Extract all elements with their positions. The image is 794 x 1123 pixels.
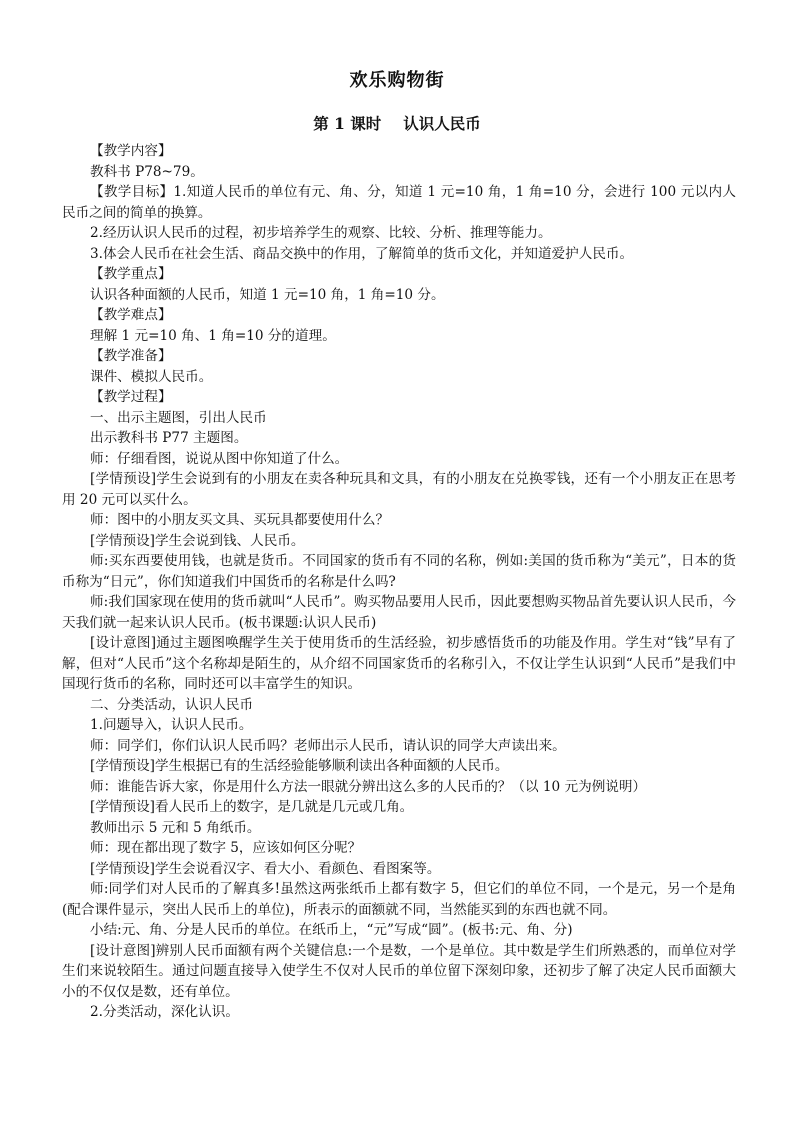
paragraph: 出示教科书 P77 主题图。 [90,430,248,446]
paragraph: 师:买东西要使用钱，也就是货币。不同国家的货币有不同的名称，例如:美国的货币称为“美元”，日本的货币称为“日元”，你们知道我们中国货币的名称是什么吗? [62,553,736,590]
paragraph: 3.体会人民币在社会生活、商品交换中的作用，了解简单的货币文化，并知道爱护人民币。 [90,245,634,262]
lesson-name: 认识人民币 [403,114,481,133]
paragraph: 【教学目标】1.知道人民币的单位有元、角、分，知道 1 元=10 角，1 角=10 分，会进行 100 元以内人民币之间的简单的换算。 [62,184,736,221]
paragraph: 【教学重点】 [90,266,172,282]
document-title: 欢乐购物街 [349,70,445,91]
lesson-number: 第 1 课时 [313,114,382,133]
paragraph: 【教学内容】 [90,143,172,159]
paragraph: [学情预设]学生会说到钱、人民币。 [90,532,305,549]
paragraph: 一、出示主题图，引出人民币 [90,409,267,426]
paragraph: [学情预设]看人民币上的数字，是几就是几元或几角。 [90,799,414,815]
paragraph: [设计意图]辨别人民币面额有两个关键信息:一个是数，一个是单位。其中数是学生们所熟悉的，而单位对学生们来说较陌生。通过问题直接导入使学生不仅对人民币的单位留下深刻印象，还初步了解了决定人民币面额大小的不仅仅是数，还有单位。 [62,942,736,1000]
paragraph: [设计意图]通过主题图唤醒学生关于使用货币的生活经验，初步感悟货币的功能及作用。学生对“钱”早有了解，但对“人民币”这个名称却是陌生的，从介绍不同国家货币的名称引入，不仅让学生认识到“人民币”是我们中国现行货币的名称，同时还可以丰富学生的知识。 [62,635,736,692]
paragraph: 小结:元、角、分是人民币的单位。在纸币上，“元”写成“圆”。(板书:元、角、分) [90,922,573,938]
paragraph: 师:同学们对人民币的了解真多!虽然这两张纸币上都有数字 5，但它们的单位不同，一个是元，另一个是角(配合课件显示，突出人民币上的单位)，所表示的面额就不同，当然能买到的东西也就不同。 [62,881,736,918]
paragraph: 师：现在都出现了数字 5，应该如何区分呢？ [90,840,362,856]
paragraph: 师：谁能告诉大家，你是用什么方法一眼就分辨出这么多的人民币的？（以 10 元为例说明） [90,778,647,795]
paragraph: 师：仔细看图，说说从图中你知道了什么。 [90,450,349,467]
paragraph: 【教学难点】 [90,307,172,323]
paragraph: 理解 1 元=10 角、1 角=10 分的道理。 [90,327,336,344]
paragraph: 教师出示 5 元和 5 角纸币。 [90,819,261,836]
paragraph: 认识各种面额的人民币，知道 1 元=10 角，1 角=10 分。 [90,286,445,303]
paragraph: 师：图中的小朋友买文具、买玩具都要使用什么？ [90,512,390,528]
paragraph: 2.经历认识人民币的过程，初步培养学生的观察、比较、分析、推理等能力。 [90,225,552,241]
paragraph: 师：同学们，你们认识人民币吗？老师出示人民币，请认识的同学大声读出来。 [90,737,566,754]
paragraph: 课件、模拟人民币。 [90,368,213,385]
lesson-body [62,141,736,1023]
paragraph: 教科书 P78~79。 [90,163,204,180]
paragraph: 二、分类活动，认识人民币 [90,696,254,713]
paragraph: [学情预设]学生会说看汉字、看大小、看颜色、看图案等。 [90,860,441,877]
paragraph: 师:我们国家现在使用的货币就叫“人民币”。购买物品要用人民币，因此要想购买物品首先要认识人民币，今天我们就一起来认识人民币。(板书课题:认识人民币) [62,594,736,631]
paragraph: 1.问题导入，认识人民币。 [90,717,253,733]
paragraph: [学情预设]学生根据已有的生活经验能够顺利读出各种面额的人民币。 [90,758,509,774]
lesson-heading [0,112,794,134]
paragraph: [学情预设]学生会说到有的小朋友在卖各种玩具和文具，有的小朋友在兑换零钱，还有一个小朋友正在思考用 20 元可以买什么。 [62,471,736,508]
paragraph: 【教学过程】 [90,389,172,405]
paragraph: 【教学准备】 [90,348,172,364]
paragraph: 2.分类活动，深化认识。 [90,1004,239,1020]
